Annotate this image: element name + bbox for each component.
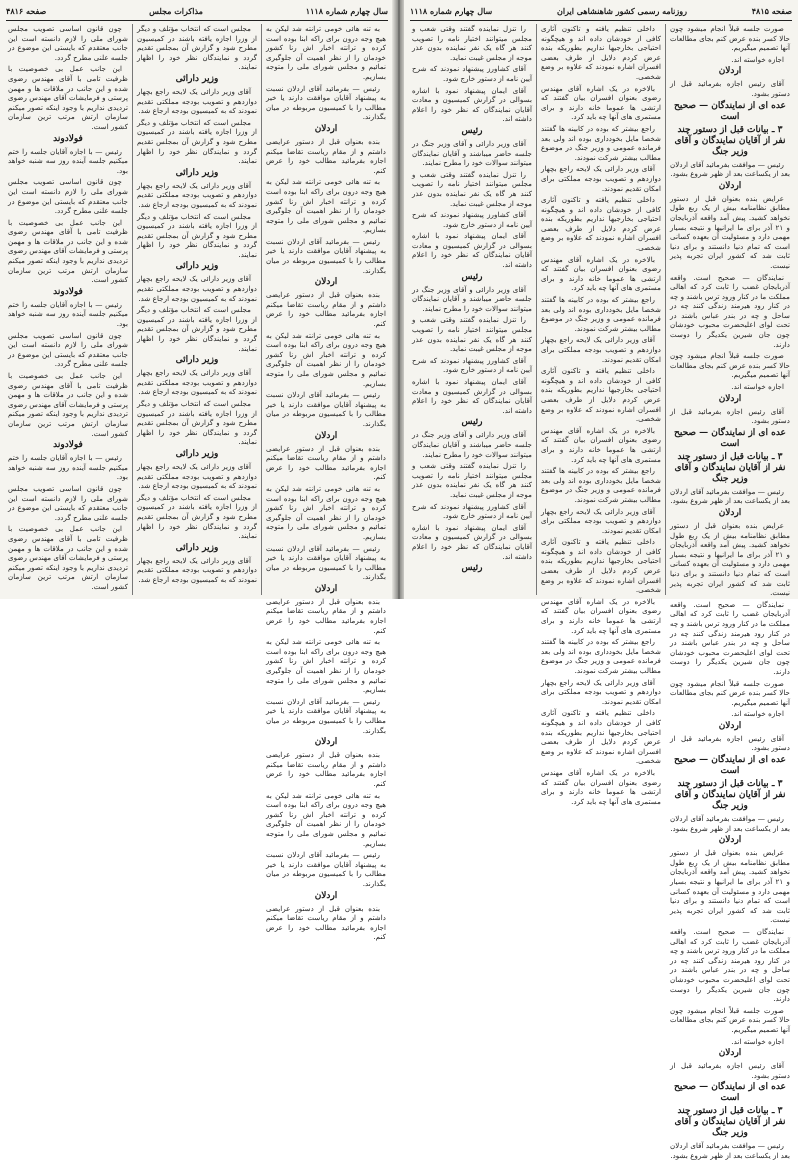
paragraph: چون قانون اساسی تصویب مجلس شورای ملی را لازم دانسته است این جانب معتقدم که بایستی این موضوع در جلسه علنی مطرح گردد. [8, 330, 128, 369]
paragraph: مجلس است که انتخاب مؤتلف و دیگر از وزرا اجازه یافته باشند در کمیسیون مطرح شود و گزارش آن بمجلس تقدیم گردد و نمایندگان نظر خود را اظهار نمایند. [137, 399, 257, 447]
section-heading: وزیر دارائی [175, 167, 219, 178]
paragraph: آقای وزیر دارائی یک لایحه راجع بچهار دوازدهم و تصویب بودجه مملکتی برای امکان تقدیم نمودند. [541, 677, 661, 706]
text-column [536, 24, 665, 806]
paragraph: صورت جلسه قبلاً انجام میشود چون حالا کسر بنده عرض کنم بجای مطالعات آنها تصمیم میگیریم. [670, 351, 790, 380]
section-heading: رئیس [461, 125, 483, 136]
section-heading: ۳ ـ بیانات قبل از دستور چند نفر از آقایان نمایندگان و آقای وزیر جنگ [674, 779, 786, 812]
paragraph: داخلی تنظیم یافته و تاکنون آثاری کافی از خودشان داده اند و هیچگونه احتیاجی بخارجیها نداریم بطوریکه بنده عرض کردم دلایل از طرف بعضی افسران اشاره نمودند که علاوه بر وضع شخصی. [541, 366, 661, 424]
paragraph: چون قانون اساسی تصویب مجلس شورای ملی را لازم دانسته است این جانب معتقدم که بایستی این موضوع در جلسه علنی مطرح گردد. [8, 24, 128, 62]
paragraph: آقای وزیر دارائی یک لایحه راجع بچهار دوازدهم و تصویب بودجه مملکتی تقدیم نمودند که به کمیسیون بودجه ارجاع شد. [137, 461, 257, 491]
section-heading: اردلان [718, 835, 742, 846]
paragraph: رئیس — موافقت بفرمائید آقای اردلان بعد از یکساعت بعد از ظهر شروع بشود. [670, 159, 790, 179]
section-heading: اردلان [718, 720, 742, 731]
paragraph: عرایض بنده بعنوان قبل از دستور مطابق نظامنامه بیش از یک ربع طول نخواهد کشید. پیش آمد واقعه آذربایجان و ۲۱ آذر برای ما ایرانیها و نتیجه بسیار مهمی دارد و مسئولیت آن بعهده کسانی است که تمام دنیا دانستند و برای دنیا ثابت شد که کشور ایران تجربه پذیر نیست. [670, 848, 790, 925]
paragraph: آقای ایمان پیشنهاد نمود با اشاره بسوالی در گزارش کمیسیون و معادت آقایان نمایندگان که نظر خود را اعلام داشته اند. [412, 231, 532, 270]
paragraph: به تنه هائی خومی ترانته شد لیکن به هیچ وجه درون برای راکه ابنا بوده است کرده و ترانته اخبار اش رنا کشور خودمان را از نظر اهمیت آن جلوگیری نمائیم و مجلس شورای ملی را متوجه بسازیم. [266, 790, 386, 848]
paragraph: اجازه خواسته اند. [731, 54, 784, 64]
section-heading: اردلان [314, 583, 338, 594]
text-column [132, 24, 261, 595]
section-heading: عده ای از نمایندگان — صحیح است [674, 427, 786, 449]
paragraph: رئیس — موافقت بفرمائید آقای اردلان بعد از یکساعت بعد از ظهر شروع بشود. [670, 486, 790, 506]
paragraph: رئیس — بفرمائید آقای اردلان نسبت به پیشنهاد آقایان موافقت دارند یا خیر مطالب را با کمیسیون مربوطه در میان بگذارند. [266, 83, 386, 122]
paragraph: بنده بعنوان قبل از دستور عرایضی داشتم و از مقام ریاست تقاضا میکنم اجازه بفرمائید مطالب خود را عرض کنم. [266, 290, 386, 329]
paragraph: آقای کشاورز پیشنهاد نمودند که شرح آیین نامه از دستور خارج شود. [412, 64, 532, 83]
paragraph: به تنه هائی خومی ترانته شد لیکن به هیچ وجه درون برای راکه ابنا بوده است کرده و ترانته اخبار اش رنا کشور خودمان را از نظر اهمیت آن جلوگیری نمائیم و مجلس شورای ملی را متوجه بسازیم. [266, 483, 386, 541]
paragraph: بالاخره در یک اشاره آقای مهندس رضوی بعنوان افسران بیان گفتند که ارتشی ها عموما خانه دارند و برای مستمری های آنها چه باید کرد. [541, 425, 661, 464]
paragraph: این جانب عمل بی خصوصیت با ظرفیت تامی با آقای مهندس رضوی شده و این جانب در ملاقات ها و مهمن پرستی و فرمایشات آقای مهندس رضوی تردیدی نداریم با وجود اینکه تصور میکنم سازمان ارتش مرتب ترین سازمان کشور است. [8, 64, 128, 131]
section-heading: عده ای از نمایندگان — صحیح است [674, 100, 786, 122]
paragraph: به تنه هائی خومی ترانته شد لیکن به هیچ وجه درون برای راکه ابنا بوده است کرده و ترانته اخبار اش رنا کشور خودمان را از نظر اهمیت آن جلوگیری نمائیم و مجلس شورای ملی را متوجه بسازیم. [266, 24, 386, 81]
paragraph: عرایض بنده بعنوان قبل از دستور مطابق نظامنامه بیش از یک ربع طول نخواهد کشید. پیش آمد واقعه آذربایجان و ۲۱ آذر برای ما ایرانیها و نتیجه بسیار مهمی دارد و مسئولیت آن بعهده کسانی است که تمام دنیا دانستند و برای دنیا ثابت شد که کشور ایران تجربه پذیر نیست. [670, 193, 790, 270]
paragraph: آقای وزیر دارائی یک لایحه راجع بچهار دوازدهم و تصویب بودجه مملکتی تقدیم نمودند که به کمیسیون بودجه ارجاع شد. [137, 368, 257, 397]
paragraph: آقای وزیر دارائی و آقای وزیر جنگ در جلسه حاضر میباشند و آقایان نمایندگان میتوانند سوالات خود را مطرح نمایند. [412, 138, 532, 168]
paragraph: به تنه هائی خومی ترانته شد لیکن به هیچ وجه درون برای راکه ابنا بوده است کرده و ترانته اخبار اش رنا کشور خودمان را از نظر اهمیت آن جلوگیری نمائیم و مجلس شورای ملی را متوجه بسازیم. [266, 177, 386, 235]
paragraph: بنده بعنوان قبل از دستور عرایضی داشتم و از مقام ریاست تقاضا میکنم اجازه بفرمائید مطالب خود را عرض کنم. [266, 750, 386, 788]
paragraph: مجلس است که انتخاب مؤتلف و دیگر از وزرا اجازه یافته باشند در کمیسیون مطرح شود و گزارش آن بمجلس تقدیم گردد و نمایندگان نظر خود را اظهار نمایند. [137, 117, 257, 166]
section-heading: وزیر دارائی [175, 448, 219, 459]
page-header [410, 4, 792, 21]
paragraph: بالاخره در یک اشاره آقای مهندس رضوی بعنوان افسران بیان گفتند که ارتشی ها عموما خانه دارند و برای مستمری های آنها چه باید کرد. [541, 596, 661, 635]
paragraph: بالاخره در یک اشاره آقای مهندس رضوی بعنوان افسران بیان گفتند که ارتشی ها عموما خانه دارند و برای مستمری های آنها چه باید کرد. [541, 767, 661, 806]
paragraph: آقای کشاورز پیشنهاد نمودند که شرح آیین نامه از دستور خارج شود. [412, 355, 532, 375]
paragraph: اجازه خواسته اند. [731, 382, 784, 392]
section-heading: فولادوند [53, 133, 83, 144]
paragraph: صورت جلسه قبلاً انجام میشود چون حالا کسر بنده عرض کنم بجای مطالعات آنها تصمیم میگیریم. [670, 24, 790, 53]
paragraph: آقای وزیر دارائی یک لایحه راجع بچهار دوازدهم و تصویب بودجه مملکتی تقدیم نمودند که به کمیسیون بودجه ارجاع شد. [137, 274, 257, 303]
paragraph: داخلی تنظیم یافته و تاکنون آثاری کافی از خودشان داده اند و هیچگونه احتیاجی بخارجیها نداریم بطوریکه بنده عرض کردم دلایل از طرف بعضی افسران اشاره نمودند که علاوه بر وضع شخصی. [541, 24, 661, 81]
paragraph: رئیس — بفرمائید آقای اردلان نسبت به پیشنهاد آقایان موافقت دارند یا خیر مطالب را با کمیسیون مربوطه در میان بگذارند. [266, 390, 386, 428]
section-heading: رئیس [461, 417, 483, 428]
paragraph: به تنه هائی خومی ترانته شد لیکن به هیچ وجه درون برای راکه ابنا بوده است کرده و ترانته اخبار اش رنا کشور خودمان را از نظر اهمیت آن جلوگیری نمائیم و مجلس شورای ملی را متوجه بسازیم. [266, 637, 386, 695]
paragraph: رئیس — بفرمائید آقای اردلان نسبت به پیشنهاد آقایان موافقت دارند یا خیر مطالب را با کمیسیون مربوطه در میان بگذارند. [266, 236, 386, 275]
section-heading: اردلان [314, 737, 338, 748]
paragraph: آقای وزیر دارائی یک لایحه راجع بچهار دوازدهم و تصویب بودجه مملکتی برای امکان تقدیم نمودند. [541, 164, 661, 193]
section-title: مذاکرات مجلس [149, 6, 203, 16]
paragraph: رئیس — موافقت بفرمائید آقای اردلان بعد از یکساعت بعد از ظهر شروع بشود. [670, 1141, 790, 1160]
paragraph: آقای وزیر دارائی یک لایحه راجع بچهار دوازدهم و تصویب بودجه مملکتی تقدیم نمودند که به کمیسیون بودجه ارجاع شد. [137, 555, 257, 584]
paragraph: آقای ایمان پیشنهاد نمود با اشاره بسوالی در گزارش کمیسیون و معادت آقایان نمایندگان که نظر خود را اعلام داشته اند. [412, 85, 532, 124]
paragraph: اجازه خواسته اند. [731, 709, 784, 719]
paragraph: رئیس — موافقت بفرمائید آقای اردلان بعد از یکساعت بعد از ظهر شروع بشود. [670, 814, 790, 833]
text-column [261, 24, 390, 942]
paragraph: بالاخره در یک اشاره آقای مهندس رضوی بعنوان افسران بیان گفتند که ارتشی ها عموما خانه دارند و برای مستمری های آنها چه باید کرد. [541, 83, 661, 122]
paragraph: نمایندگان — صحیح است. واقعه آذربایجان غضب را ثابت کرد که اهالی مملکت ما در کنار ورود ترس باشند و چه در کنار رود هیرمند زندگی کنند چه در ساحل و چه در بندر عباس باشند در تحت لوای اعلیحضرت محبوب خودشان چون جان شیرین یکدیگر را دوست دارند. [670, 599, 790, 676]
paragraph: داخلی تنظیم یافته و تاکنون آثاری کافی از خودشان داده اند و هیچگونه احتیاجی بخارجیها نداریم بطوریکه بنده عرض کردم دلایل از طرف بعضی افسران اشاره نمودند که علاوه بر وضع شخصی. [541, 537, 661, 595]
paragraph: آقای وزیر دارائی یک لایحه راجع بچهار دوازدهم و تصویب بودجه مملکتی برای امکان تقدیم نمودند. [541, 506, 661, 535]
paragraph: مجلس است که انتخاب مؤتلف و دیگر از وزرا اجازه یافته باشند در کمیسیون مطرح شود و گزارش آن بمجلس تقدیم گردد و نمایندگان نظر خود را اظهار نمایند. [137, 211, 257, 259]
paragraph: آقای کشاورز پیشنهاد نمودند که شرح آیین نامه از دستور خارج شود. [412, 210, 532, 229]
paragraph: آقای رئیس اجازه بفرمائید قبل از دستور بشود. [670, 733, 790, 753]
paragraph: بالاخره در یک اشاره آقای مهندس رضوی بعنوان افسران بیان گفتند که ارتشی ها عموما خانه دارند و برای مستمری های آنها چه باید کرد. [541, 254, 661, 293]
paragraph: را تنزل نماینده گفتند وقتی شعب و مجلس میتوانند اختیار نامه را تصویب کنند هر گاه یک نفر نماینده بدون عذر موجه از مجلس غیبت نماید. [412, 169, 532, 208]
paragraph: بنده بعنوان قبل از دستور عرایضی داشتم و از مقام ریاست تقاضا میکنم اجازه بفرمائید مطالب خود را عرض کنم. [266, 136, 386, 175]
paragraph: چون قانون اساسی تصویب مجلس شورای ملی را لازم دانسته است این جانب معتقدم که بایستی این موضوع در جلسه علنی مطرح گردد. [8, 483, 128, 522]
section-heading: اردلان [314, 123, 338, 134]
paragraph: عرایض بنده بعنوان قبل از دستور مطابق نظامنامه بیش از یک ربع طول نخواهد کشید. پیش آمد واقعه آذربایجان و ۲۱ آذر برای ما ایرانیها و نتیجه بسیار مهمی دارد و مسئولیت آن بعهده کسانی است که تمام دنیا دانستند و برای دنیا ثابت شد که کشور ایران تجربه پذیر نیست. [670, 521, 790, 598]
section-heading: اردلان [718, 180, 742, 191]
paragraph: بنده بعنوان قبل از دستور عرایضی داشتم و از مقام ریاست تقاضا میکنم اجازه بفرمائید مطالب خود را عرض کنم. [266, 443, 386, 482]
section-heading: رئیس [461, 563, 483, 574]
paragraph: مجلس است که انتخاب مؤتلف و دیگر از وزرا اجازه یافته باشند در کمیسیون مطرح شود و گزارش آن بمجلس تقدیم گردد و نمایندگان نظر خود را اظهار نمایند. [137, 305, 257, 353]
section-heading: اردلان [314, 890, 338, 901]
paragraph: رئیس — با اجازه آقایان جلسه را ختم میکنیم جلسه آینده روز سه شنبه خواهد بود. [8, 299, 128, 329]
section-heading: رئیس [461, 271, 483, 282]
paragraph: آقای ایمان پیشنهاد نمود با اشاره بسوالی در گزارش کمیسیون و معادت آقایان نمایندگان که نظر خود را اعلام داشته اند. [412, 522, 532, 561]
newspaper-title: روزنامه رسمی کشور شاهنشاهی ایران [556, 6, 687, 16]
paragraph: را تنزل نماینده گفتند وقتی شعب و مجلس میتوانند اختیار نامه را تصویب کنند هر گاه یک نفر نماینده بدون عذر موجه از مجلس غیبت نماید. [412, 24, 532, 62]
paragraph: صورت جلسه قبلاً انجام میشود چون حالا کسر بنده عرض کنم بجای مطالعات آنها تصمیم میگیریم. [670, 1005, 790, 1034]
paragraph: اجازه خواسته اند. [731, 1036, 784, 1046]
paragraph: بنده بعنوان قبل از دستور عرایضی داشتم و از مقام ریاست تقاضا میکنم اجازه بفرمائید مطالب خود را عرض کنم. [266, 903, 386, 942]
paragraph: نمایندگان — صحیح است. واقعه آذربایجان غضب را ثابت کرد که اهالی مملکت ما در کنار ورود ترس باشند و چه در کنار رود هیرمند زندگی کنند چه در ساحل و چه در بندر عباس باشند در تحت لوای اعلیحضرت محبوب خودشان چون جان شیرین یکدیگر را دوست دارند. [670, 272, 790, 349]
paragraph: راجع بیشتر که بوده در کابینه ها گفتند شخصا مایل بخودداری بوده اند ولی بعد فرمانده عمومی و وزیر جنگ در موضوع مطالب بیشتر شرکت نمودند. [541, 466, 661, 504]
paragraph: داخلی تنظیم یافته و تاکنون آثاری کافی از خودشان داده اند و هیچگونه احتیاجی بخارجیها نداریم بطوریکه بنده عرض کردم دلایل از طرف بعضی افسران اشاره نمودند که علاوه بر وضع شخصی. [541, 195, 661, 253]
paragraph: رئیس — بفرمائید آقای اردلان نسبت به پیشنهاد آقایان موافقت دارند یا خیر مطالب را با کمیسیون مربوطه در میان بگذارند. [266, 696, 386, 735]
text-columns [408, 24, 794, 1160]
paragraph: رئیس — بفرمائید آقای اردلان نسبت به پیشنهاد آقایان موافقت دارند یا خیر مطالب را با کمیسیون مربوطه در میان بگذارند. [266, 543, 386, 582]
section-heading: وزیر دارائی [175, 355, 219, 366]
paragraph: آقای رئیس اجازه بفرمائید قبل از دستور بشود. [670, 1061, 790, 1080]
section-heading: اردلان [314, 430, 338, 441]
paragraph: راجع بیشتر که بوده در کابینه ها گفتند شخصا مایل بخودداری بوده اند ولی بعد فرمانده عمومی و وزیر جنگ در موضوع مطالب بیشتر شرکت نمودند. [541, 295, 661, 333]
section-heading: اردلان [718, 508, 742, 518]
paragraph: به تنه هائی خومی ترانته شد لیکن به هیچ وجه درون برای راکه ابنا بوده است کرده و ترانته اخبار اش رنا کشور خودمان را از نظر اهمیت آن جلوگیری نمائیم و مجلس شورای ملی را متوجه بسازیم. [266, 330, 386, 388]
paragraph: این جانب عمل بی خصوصیت با ظرفیت تامی با آقای مهندس رضوی شده و این جانب در ملاقات ها و مهمن پرستی و فرمایشات آقای مهندس رضوی تردیدی نداریم با وجود اینکه تصور میکنم سازمان ارتش مرتب ترین سازمان کشور است. [8, 217, 128, 285]
paragraph: را تنزل نماینده گفتند وقتی شعب و مجلس میتوانند اختیار نامه را تصویب کنند هر گاه یک نفر نماینده بدون عذر موجه از مجلس غیبت نماید. [412, 315, 532, 354]
paragraph: نمایندگان — صحیح است. واقعه آذربایجان غضب را ثابت کرد که اهالی مملکت ما در کنار ورود ترس باشند و چه در کنار رود هیرمند زندگی کنند چه در ساحل و چه در بندر عباس باشند در تحت لوای اعلیحضرت محبوب خودشان چون جان شیرین یکدیگر را دوست دارند. [670, 927, 790, 1004]
section-heading: ۳ ـ بیانات قبل از دستور چند نفر از آقایان نمایندگان و آقای وزیر جنگ [674, 451, 786, 484]
paragraph: آقای وزیر دارائی و آقای وزیر جنگ در جلسه حاضر میباشند و آقایان نمایندگان میتوانند سوالات خود را مطرح نمایند. [412, 284, 532, 313]
paragraph: راجع بیشتر که بوده در کابینه ها گفتند شخصا مایل بخودداری بوده اند ولی بعد فرمانده عمومی و وزیر جنگ در موضوع مطالب بیشتر شرکت نمودند. [541, 637, 661, 675]
section-heading: وزیر دارائی [175, 542, 219, 553]
paragraph: رئیس — با اجازه آقایان جلسه را ختم میکنیم جلسه آینده روز سه شنبه خواهد بود. [8, 146, 128, 175]
paragraph: این جانب عمل بی خصوصیت با ظرفیت تامی با آقای مهندس رضوی شده و این جانب در ملاقات ها و مهمن پرستی و فرمایشات آقای مهندس رضوی تردیدی نداریم با وجود اینکه تصور میکنم سازمان ارتش مرتب ترین سازمان کشور است. [8, 524, 128, 591]
section-heading: عده ای از نمایندگان — صحیح است [674, 755, 786, 777]
section-heading: اردلان [718, 1048, 742, 1059]
text-column [408, 24, 536, 595]
page-number: صفحه ۴۸۱۵ [751, 6, 792, 16]
section-heading: ۳ ـ بیانات قبل از دستور چند نفر از آقایان نمایندگان و آقای وزیر جنگ [674, 1106, 786, 1139]
section-heading: ۳ ـ بیانات قبل از دستور چند نفر از آقایان نمایندگان و آقای وزیر جنگ [674, 124, 786, 157]
paragraph: مجلس است که انتخاب مؤتلف و دیگر از وزرا اجازه یافته باشند در کمیسیون مطرح شود و گزارش آن بمجلس تقدیم گردد و نمایندگان نظر خود را اظهار نمایند. [137, 492, 257, 541]
section-heading: اردلان [718, 66, 742, 77]
paragraph: آقای وزیر دارائی یک لایحه راجع بچهار دوازدهم و تصویب بودجه مملکتی برای امکان تقدیم نمودند. [541, 335, 661, 364]
paragraph: آقای کشاورز پیشنهاد نمودند که شرح آیین نامه از دستور خارج شود. [412, 501, 532, 521]
paragraph: رئیس — با اجازه آقایان جلسه را ختم میکنیم جلسه آینده روز سه شنبه خواهد بود. [8, 453, 128, 482]
paragraph: رئیس — بفرمائید آقای اردلان نسبت به پیشنهاد آقایان موافقت دارند یا خیر مطالب را با کمیسیون مربوطه در میان بگذارند. [266, 850, 386, 888]
section-heading: فولادوند [53, 440, 83, 451]
paragraph: را تنزل نماینده گفتند وقتی شعب و مجلس میتوانند اختیار نامه را تصویب کنند هر گاه یک نفر نماینده بدون عذر موجه از مجلس غیبت نماید. [412, 461, 532, 499]
text-column [665, 24, 794, 1160]
paragraph: آقای وزیر دارائی یک لایحه راجع بچهار دوازدهم و تصویب بودجه مملکتی تقدیم نمودند که به کمیسیون بودجه ارجاع شد. [137, 86, 257, 116]
paragraph: آقای رئیس اجازه بفرمائید قبل از دستور بشود. [670, 406, 790, 426]
section-heading: عده ای از نمایندگان — صحیح است [674, 1082, 786, 1104]
paragraph: آقای رئیس اجازه بفرمائید قبل از دستور بشود. [670, 79, 790, 98]
paragraph: آقای ایمان پیشنهاد نمود با اشاره بسوالی در گزارش کمیسیون و معادت آقایان نمایندگان که نظر خود را اعلام داشته اند. [412, 377, 532, 415]
text-columns [4, 24, 390, 942]
issue-number: سال چهارم شماره ۱۱۱۸ [305, 6, 388, 16]
paragraph: بنده بعنوان قبل از دستور عرایضی داشتم و از مقام ریاست تقاضا میکنم اجازه بفرمائید مطالب خود را عرض کنم. [266, 596, 386, 635]
right-page [404, 0, 798, 1160]
section-heading: وزیر دارائی [175, 73, 219, 84]
section-heading: اردلان [718, 393, 742, 404]
page-number: صفحه ۴۸۱۶ [6, 6, 47, 16]
paragraph: آقای وزیر دارائی و آقای وزیر جنگ در جلسه حاضر میباشند و آقایان نمایندگان میتوانند سوالات خود را مطرح نمایند. [412, 430, 532, 459]
page-header [6, 4, 388, 21]
paragraph: این جانب عمل بی خصوصیت با ظرفیت تامی با آقای مهندس رضوی شده و این جانب در ملاقات ها و مهمن پرستی و فرمایشات آقای مهندس رضوی تردیدی نداریم با وجود اینکه تصور میکنم سازمان ارتش مرتب ترین سازمان کشور است. [8, 371, 128, 438]
paragraph: چون قانون اساسی تصویب مجلس شورای ملی را لازم دانسته است این جانب معتقدم که بایستی این موضوع در جلسه علنی مطرح گردد. [8, 177, 128, 216]
paragraph: داخلی تنظیم یافته و تاکنون آثاری کافی از خودشان داده اند و هیچگونه احتیاجی بخارجیها نداریم بطوریکه بنده عرض کردم دلایل از طرف بعضی افسران اشاره نمودند که علاوه بر وضع شخصی. [541, 708, 661, 766]
paragraph: راجع بیشتر که بوده در کابینه ها گفتند شخصا مایل بخودداری بوده اند ولی بعد فرمانده عمومی و وزیر جنگ در موضوع مطالب بیشتر شرکت نمودند. [541, 123, 661, 162]
section-heading: فولادوند [53, 286, 83, 297]
paragraph: آقای وزیر دارائی یک لایحه راجع بچهار دوازدهم و تصویب بودجه مملکتی تقدیم نمودند که به کمیسیون بودجه ارجاع شد. [137, 180, 257, 209]
issue-number: سال چهارم شماره ۱۱۱۸ [410, 6, 493, 16]
left-page [0, 0, 394, 942]
section-heading: اردلان [314, 277, 338, 288]
section-heading: وزیر دارائی [175, 261, 219, 272]
paragraph: مجلس است که انتخاب مؤتلف و دیگر از وزرا اجازه یافته باشند در کمیسیون مطرح شود و گزارش آن بمجلس تقدیم گردد و نمایندگان نظر خود را اظهار نمایند. [137, 24, 257, 72]
text-column [4, 24, 132, 595]
paragraph: صورت جلسه قبلاً انجام میشود چون حالا کسر بنده عرض کنم بجای مطالعات آنها تصمیم میگیریم. [670, 678, 790, 707]
